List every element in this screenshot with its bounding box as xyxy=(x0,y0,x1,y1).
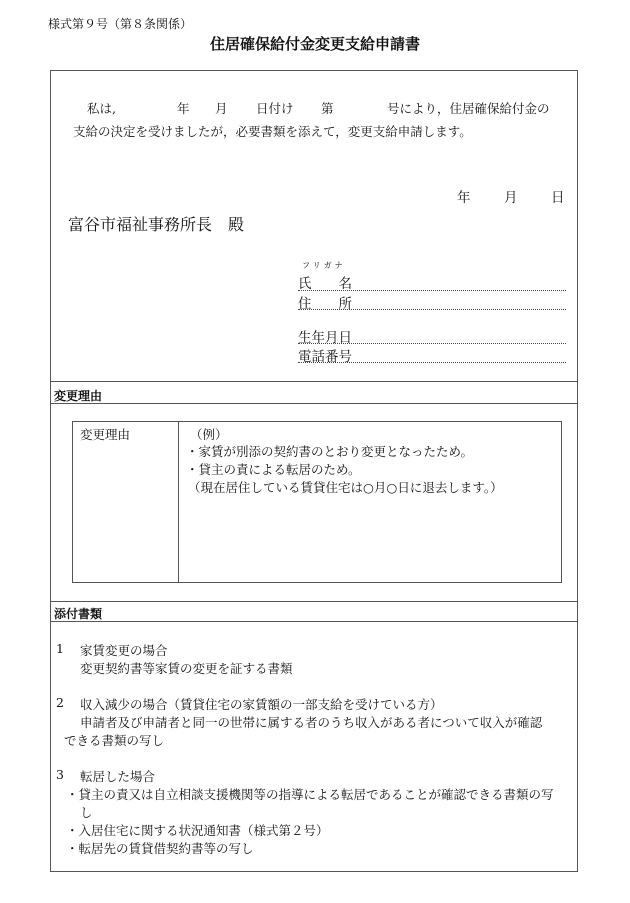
statement-date-of: 日付け xyxy=(256,101,294,116)
date-year: 年 xyxy=(457,190,471,206)
attachment-body: できる書類の写し xyxy=(64,733,165,748)
phone-field-line[interactable] xyxy=(298,362,566,363)
attachment-bullet: し xyxy=(80,805,93,820)
date-month: 月 xyxy=(504,190,518,206)
attachment-number: 2 xyxy=(56,695,64,710)
section-divider xyxy=(50,381,578,382)
birthdate-label: 生年月日 xyxy=(298,330,352,346)
statement-line2: 支給の決定を受けましたが，必要書類を添えて，変更支給申請します。 xyxy=(73,124,472,139)
date-day: 日 xyxy=(551,190,565,206)
statement-line1-rest: 号により，住居確保給付金の xyxy=(387,101,550,116)
section-divider xyxy=(50,621,578,622)
example-item: （現在居住している賃貸住宅は○月○日に退去します。） xyxy=(188,480,503,495)
attachment-bullet: ・入居住宅に関する状況通知書（様式第２号） xyxy=(66,823,329,838)
addressee: 富谷市福祉事務所長 殿 xyxy=(68,215,245,234)
attachment-heading: 家賃変更の場合 xyxy=(80,643,168,658)
attachments-heading: 添付書類 xyxy=(54,607,103,621)
change-reason-heading: 変更理由 xyxy=(54,389,103,403)
furigana-label: フリガナ xyxy=(302,261,346,270)
change-reason-cell-label: 変更理由 xyxy=(80,427,131,442)
name-label: 氏 名 xyxy=(298,276,352,292)
phone-label: 電話番号 xyxy=(298,349,352,365)
attachment-heading: 収入減少の場合（賃貸住宅の家賃額の一部支給を受けている方） xyxy=(80,697,443,712)
attachment-body: 変更契約書等家賃の変更を証する書類 xyxy=(80,661,293,676)
section-divider xyxy=(50,601,578,602)
statement-number-prefix: 第 xyxy=(321,101,334,116)
attachment-number: 1 xyxy=(56,641,64,656)
birthdate-field-line[interactable] xyxy=(298,343,566,344)
example-heading: （例） xyxy=(190,427,228,442)
section-divider xyxy=(50,403,578,404)
statement-year: 年 xyxy=(177,101,190,116)
attachment-bullet: ・転居先の賃貸借契約書等の写し xyxy=(66,841,254,856)
attachment-number: 3 xyxy=(56,767,64,782)
example-item: ・家賃が別添の契約書のとおり変更となったため。 xyxy=(186,444,474,459)
attachment-heading: 転居した場合 xyxy=(80,769,156,784)
example-item: ・貸主の責による転居のため。 xyxy=(186,462,361,477)
attachment-bullet: ・貸主の責又は自立相談支援機関等の指導による転居であることが確認できる書類の写 xyxy=(66,787,554,802)
address-label: 住 所 xyxy=(298,296,352,312)
form-number: 様式第９号（第８条関係） xyxy=(48,17,193,31)
statement-watashi: 私は, xyxy=(87,101,116,116)
name-field-line[interactable] xyxy=(298,290,566,291)
change-reason-cell-divider xyxy=(178,421,179,583)
statement-month: 月 xyxy=(215,101,228,116)
attachment-body: 申請者及び申請者と同一の世帯に属する者のうち収入がある者について収入が確認 xyxy=(80,715,543,730)
document-title: 住居確保給付金変更支給申請書 xyxy=(209,35,420,53)
address-field-line[interactable] xyxy=(298,309,566,310)
